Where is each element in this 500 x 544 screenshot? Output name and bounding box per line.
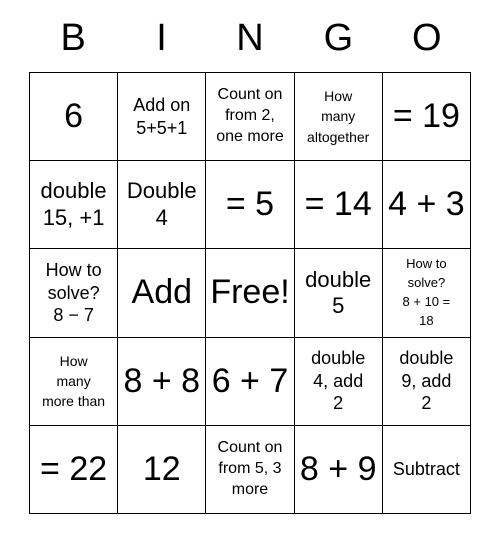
bingo-cell-text: How to solve? 8 + 10 = 18 (402, 256, 451, 328)
bingo-cell-text: = 22 (40, 449, 108, 488)
bingo-cell-text: How to solve? 8 − 7 (45, 260, 102, 326)
bingo-cell-text: How many more than (42, 352, 106, 410)
bingo-cell-r1-c3[interactable] (206, 73, 294, 161)
bingo-cell-r1-c2[interactable] (118, 73, 206, 161)
bingo-cell-r4-c4[interactable] (295, 338, 383, 426)
bingo-cell-text: 6 (64, 96, 84, 135)
bingo-cell-text: = 19 (392, 96, 460, 135)
bingo-cell-r4-c2[interactable] (118, 338, 206, 426)
bingo-cell-r5-c1[interactable] (30, 426, 118, 514)
bingo-cell-r5-c3[interactable] (206, 426, 294, 514)
bingo-cell-r2-c4[interactable] (295, 161, 383, 249)
header-letter-b: B (60, 17, 86, 59)
bingo-cell-text: 8 + 9 (299, 449, 377, 488)
bingo-cell-r2-c5[interactable] (383, 161, 471, 249)
bingo-cell-text: = 14 (304, 185, 372, 224)
bingo-cell-text: double 15, +1 (40, 178, 107, 230)
bingo-board (29, 72, 471, 514)
bingo-cell-r3-c5[interactable] (383, 249, 471, 337)
bingo-cell-text: Double 4 (126, 178, 197, 230)
bingo-cell-r1-c5[interactable] (383, 73, 471, 161)
bingo-cell-r5-c5[interactable] (383, 426, 471, 514)
bingo-cell-r3-c4[interactable] (295, 249, 383, 337)
bingo-cell-r2-c2[interactable] (118, 161, 206, 249)
bingo-cell-text: 12 (142, 449, 181, 488)
bingo-cell-r1-c1[interactable] (30, 73, 118, 161)
bingo-cell-text: Add on 5+5+1 (133, 95, 191, 138)
bingo-cell-text: double 9, add 2 (399, 348, 454, 414)
header-letter-i: I (156, 17, 167, 59)
bingo-cell-text: Add (131, 273, 193, 312)
bingo-cell-text: double 5 (305, 266, 372, 318)
bingo-cell-r4-c5[interactable] (383, 338, 471, 426)
bingo-header (29, 0, 471, 72)
bingo-cell-r4-c1[interactable] (30, 338, 118, 426)
bingo-cell-text: Free! (210, 273, 290, 312)
bingo-cell-text: 6 + 7 (211, 361, 289, 400)
bingo-cell-r5-c4[interactable] (295, 426, 383, 514)
bingo-cell-text: How many altogether (307, 88, 370, 145)
bingo-cell-text: 4 + 3 (388, 185, 465, 224)
bingo-cell-r3-c1[interactable] (30, 249, 118, 337)
header-letter-g: G (323, 17, 354, 59)
bingo-cell-r3-c2[interactable] (118, 249, 206, 337)
bingo-cell-text: Subtract (392, 459, 460, 480)
header-letter-n: N (236, 17, 264, 59)
bingo-cell-text: Count on from 5, 3 more (217, 439, 283, 498)
bingo-cell-r2-c1[interactable] (30, 161, 118, 249)
bingo-cell-r3-c3[interactable] (206, 249, 294, 337)
bingo-cell-text: 8 + 8 (123, 361, 201, 400)
bingo-cell-r2-c3[interactable] (206, 161, 294, 249)
bingo-cell-r5-c2[interactable] (118, 426, 206, 514)
bingo-cell-text: = 5 (225, 185, 275, 224)
bingo-cell-r1-c4[interactable] (295, 73, 383, 161)
bingo-cell-text: Count on from 2, one more (216, 86, 284, 145)
bingo-cell-text: double 4, add 2 (311, 348, 366, 414)
bingo-cell-r4-c3[interactable] (206, 338, 294, 426)
header-letter-o: O (411, 17, 442, 59)
